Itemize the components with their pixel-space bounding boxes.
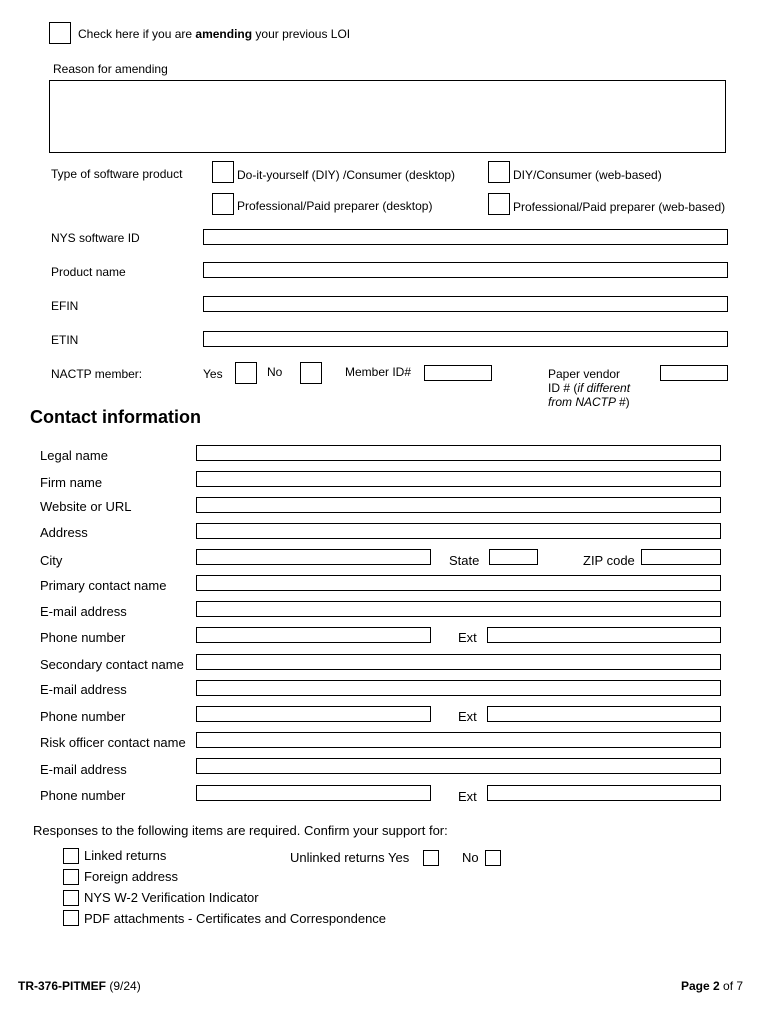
primary-email-field[interactable] — [196, 601, 721, 617]
secondary-phone-field[interactable] — [196, 706, 431, 722]
reason-label: Reason for amending — [53, 62, 168, 76]
pdf-attachments-checkbox[interactable] — [63, 910, 79, 926]
product-name-field[interactable] — [203, 262, 728, 278]
website-label: Website or URL — [40, 499, 132, 514]
risk-ext-field[interactable] — [487, 785, 721, 801]
pro-desktop-label: Professional/Paid preparer (desktop) — [237, 199, 433, 213]
legal-name-label: Legal name — [40, 448, 108, 463]
primary-ext-label: Ext — [458, 630, 477, 645]
primary-contact-label: Primary contact name — [40, 578, 167, 593]
nactp-no-checkbox[interactable] — [300, 362, 322, 384]
nys-software-id-field[interactable] — [203, 229, 728, 245]
risk-email-field[interactable] — [196, 758, 721, 774]
primary-phone-field[interactable] — [196, 627, 431, 643]
primary-ext-field[interactable] — [487, 627, 721, 643]
member-id-label: Member ID# — [345, 365, 412, 379]
risk-email-label: E-mail address — [40, 762, 127, 777]
nys-software-id-label: NYS software ID — [51, 231, 140, 245]
paper-vendor-id-field[interactable] — [660, 365, 728, 381]
nactp-yes-checkbox[interactable] — [235, 362, 257, 384]
secondary-contact-label: Secondary contact name — [40, 657, 184, 672]
unlinked-returns-label: Unlinked returns Yes — [290, 850, 410, 865]
form-id: TR-376-PITMEF (9/24) — [18, 979, 141, 993]
legal-name-field[interactable] — [196, 445, 721, 461]
city-label: City — [40, 553, 63, 568]
risk-phone-label: Phone number — [40, 788, 126, 803]
primary-email-label: E-mail address — [40, 604, 127, 619]
pro-web-checkbox[interactable] — [488, 193, 510, 215]
foreign-address-label: Foreign address — [84, 869, 178, 884]
member-id-field[interactable] — [424, 365, 492, 381]
diy-web-label: DIY/Consumer (web-based) — [513, 168, 662, 182]
primary-phone-label: Phone number — [40, 630, 126, 645]
reason-textarea[interactable] — [49, 80, 726, 153]
address-field[interactable] — [196, 523, 721, 539]
address-label: Address — [40, 525, 88, 540]
software-type-label: Type of software product — [51, 167, 183, 181]
firm-name-label: Firm name — [40, 475, 103, 490]
product-name-label: Product name — [51, 265, 126, 279]
secondary-ext-field[interactable] — [487, 706, 721, 722]
secondary-email-label: E-mail address — [40, 682, 127, 697]
pdf-attachments-label: PDF attachments - Certificates and Correspondence — [84, 911, 387, 926]
risk-officer-field[interactable] — [196, 732, 721, 748]
zip-label: ZIP code — [583, 553, 635, 568]
w2-verification-label: NYS W-2 Verification Indicator — [84, 890, 259, 905]
diy-web-checkbox[interactable] — [488, 161, 510, 183]
primary-contact-field[interactable] — [196, 575, 721, 591]
unlinked-no-label: No — [462, 850, 479, 865]
secondary-ext-label: Ext — [458, 709, 477, 724]
responses-intro: Responses to the following items are required. Confirm your support for: — [33, 823, 448, 838]
nactp-no-label: No — [267, 365, 283, 379]
risk-officer-label: Risk officer contact name — [40, 735, 186, 750]
secondary-email-field[interactable] — [196, 680, 721, 696]
linked-returns-label: Linked returns — [84, 848, 167, 863]
risk-phone-field[interactable] — [196, 785, 431, 801]
paper-vendor-label: Paper vendor ID # (if different from NACTP #) — [548, 367, 631, 409]
state-label: State — [449, 553, 480, 568]
etin-field[interactable] — [203, 331, 728, 347]
risk-ext-label: Ext — [458, 789, 477, 804]
website-field[interactable] — [196, 497, 721, 513]
state-field[interactable] — [489, 549, 538, 565]
amending-label: Check here if you are amending your previous LOI — [78, 27, 351, 41]
unlinked-no-checkbox[interactable] — [485, 850, 501, 866]
secondary-phone-label: Phone number — [40, 709, 126, 724]
unlinked-yes-checkbox[interactable] — [423, 850, 439, 866]
nactp-label: NACTP member: — [51, 367, 143, 381]
diy-desktop-checkbox[interactable] — [212, 161, 234, 183]
efin-field[interactable] — [203, 296, 728, 312]
foreign-address-checkbox[interactable] — [63, 869, 79, 885]
page-number: Page 2 of 7 — [681, 979, 744, 993]
pro-desktop-checkbox[interactable] — [212, 193, 234, 215]
zip-field[interactable] — [641, 549, 721, 565]
pro-web-label: Professional/Paid preparer (web-based) — [513, 200, 726, 214]
secondary-contact-field[interactable] — [196, 654, 721, 670]
contact-heading: Contact information — [30, 407, 201, 427]
firm-name-field[interactable] — [196, 471, 721, 487]
diy-desktop-label: Do-it-yourself (DIY) /Consumer (desktop) — [237, 168, 456, 182]
etin-label: ETIN — [51, 333, 79, 347]
w2-verification-checkbox[interactable] — [63, 890, 79, 906]
amending-checkbox[interactable] — [49, 22, 71, 44]
nactp-yes-label: Yes — [203, 367, 223, 381]
city-field[interactable] — [196, 549, 431, 565]
efin-label: EFIN — [51, 299, 79, 313]
linked-returns-checkbox[interactable] — [63, 848, 79, 864]
